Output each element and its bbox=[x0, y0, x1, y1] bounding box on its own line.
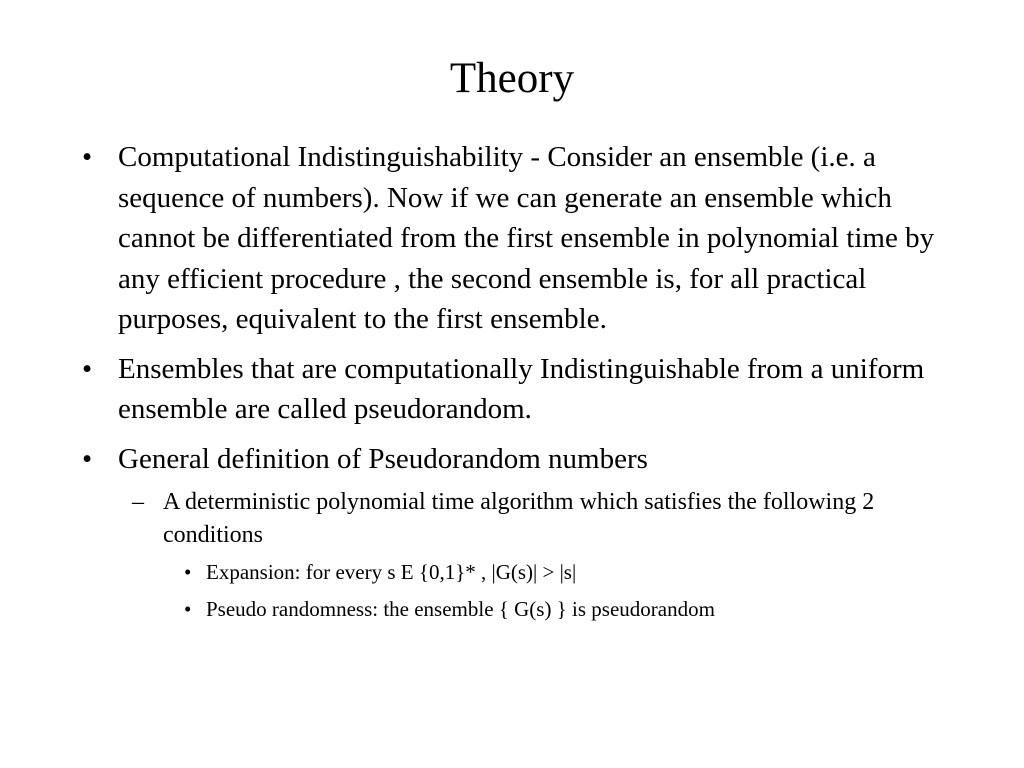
bullet-marker: • bbox=[184, 597, 192, 621]
slide-body bbox=[78, 137, 938, 632]
bullet-marker: • bbox=[184, 560, 192, 584]
bullet-marker: • bbox=[82, 442, 93, 475]
bullet-text: Computational Indistinguishability - Consider an ensemble (i.e. a sequence of numbers). Now if we can generate an ensemble which cannot be differentiated from the first ensemble in polynomial time by any efficient procedure , the second ensemble is, for all practical purposes, equivalent to the first ensemble. bbox=[118, 141, 935, 335]
sub-bullet-text: A deterministic polynomial time algorithm which satisfies the following 2 conditions bbox=[163, 489, 875, 548]
bullet-marker: • bbox=[82, 352, 93, 385]
condition-expansion bbox=[170, 558, 938, 586]
bullet-text: Ensembles that are computationally Indistinguishable from a uniform ensemble are called pseudorandom. bbox=[118, 352, 925, 425]
bullet-general-definition bbox=[78, 439, 938, 480]
condition-text: Expansion: for every s E {0,1}* , |G(s)| > |s| bbox=[206, 560, 577, 584]
bullet-computational-indistinguishability bbox=[78, 137, 938, 340]
bullet-marker: • bbox=[82, 141, 93, 173]
sub-bullet-algorithm bbox=[124, 486, 938, 552]
bullet-text: General definition of Pseudorandom numbers bbox=[118, 442, 648, 475]
condition-pseudo-randomness bbox=[170, 595, 938, 623]
bullet-pseudorandom-ensembles bbox=[78, 349, 938, 430]
condition-text: Pseudo randomness: the ensemble { G(s) } is pseudorandom bbox=[206, 597, 715, 621]
dash-marker: – bbox=[132, 489, 144, 515]
slide-title: Theory bbox=[449, 55, 575, 102]
